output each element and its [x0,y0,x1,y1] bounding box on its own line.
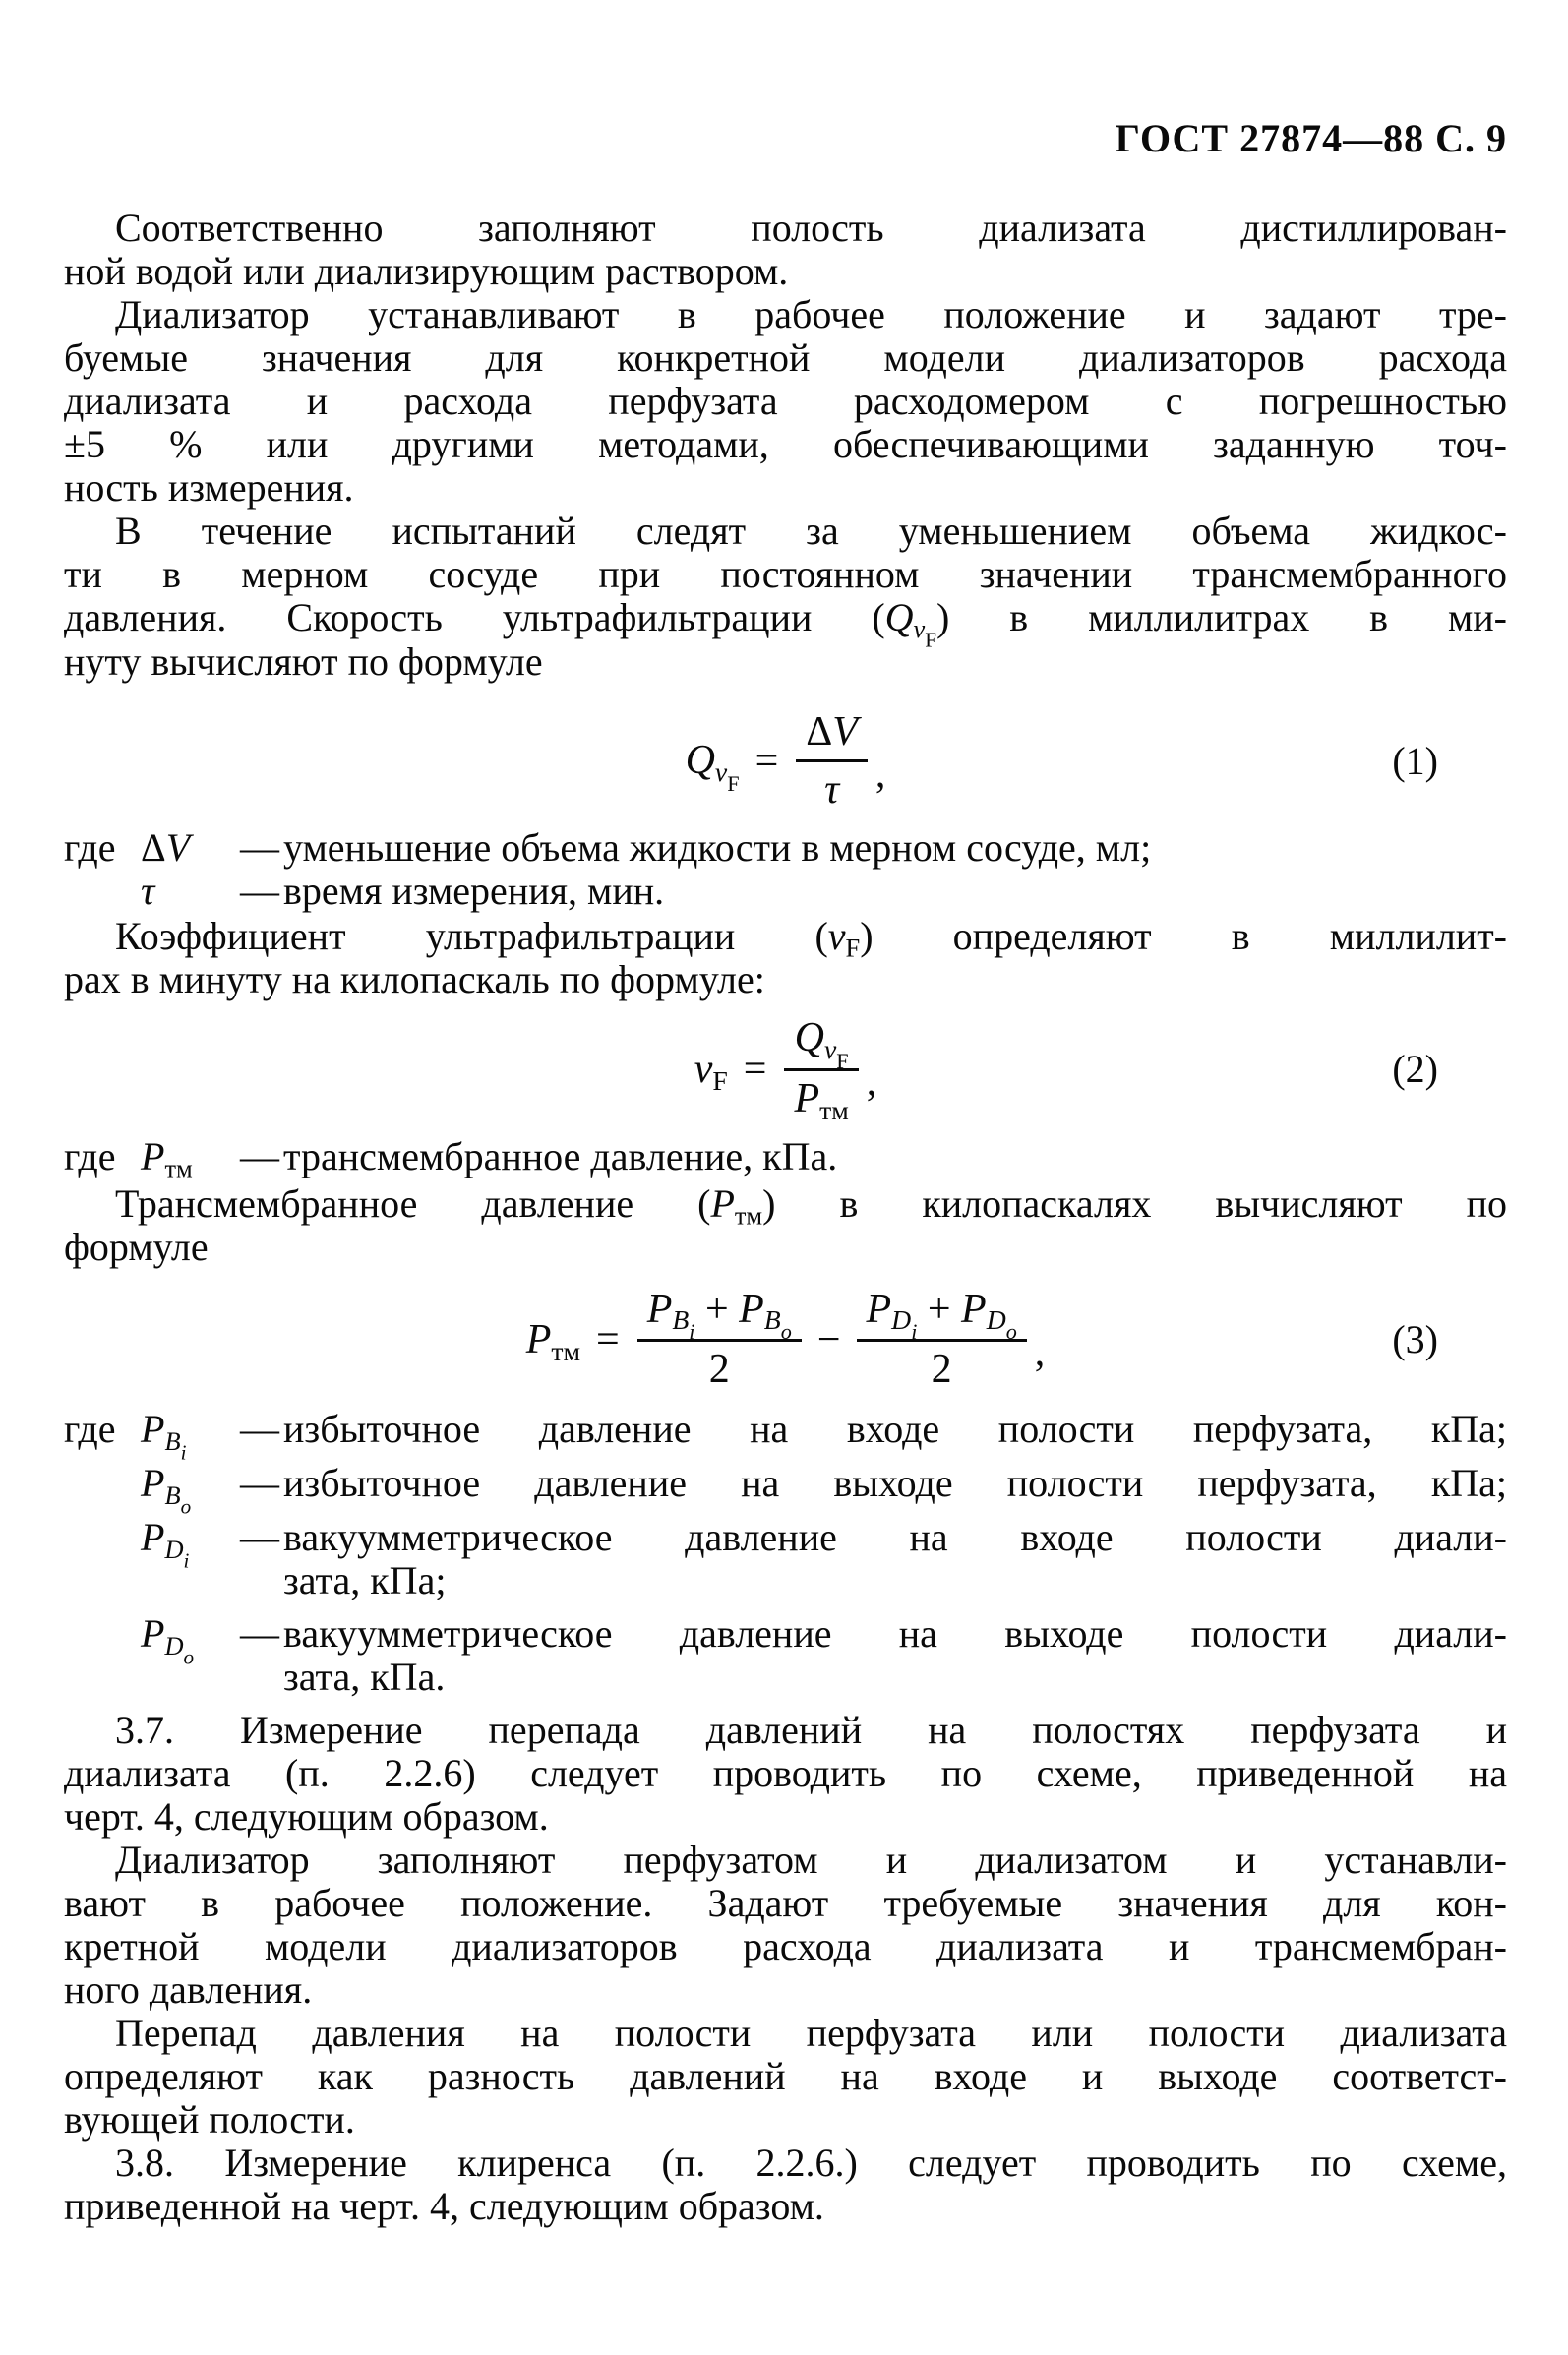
text-line: В течение испытаний следят за уменьшением объема жидкос- [115,509,1507,553]
formula-comma: , [866,1058,877,1105]
paragraph-4 [64,915,1507,1001]
definition-row [64,1133,1507,1182]
definition-term: $P_{D_o}$ [141,1611,195,1668]
definition-dash: — [240,1611,279,1657]
text-line: ность измерения. [64,465,354,510]
minus-sign: − [816,1317,841,1363]
definition-lead-empty [64,1462,141,1506]
definition-text [283,1516,1507,1602]
text-line: Диализатор устанавливают в рабочее положение и задают тре- [115,292,1507,336]
definitions-list-2 [64,1133,1507,1182]
text-line: уменьшение объема жидкости в мерном сосуде, мл; [283,824,1152,870]
fraction-numerator: $P_{B_i} + P_{B_o}$ [646,1286,792,1345]
formula-2-lhs: $v_F$ [694,1046,728,1096]
definition-term: τ [141,868,155,913]
text-line: вают в рабочее положение. Задают требуемые значения для кон- [64,1881,1507,1926]
equation-number-1: (1) [1392,739,1438,784]
definition-term: $P_{D_i}$ [141,1515,190,1572]
definition-term: $P_{B_o}$ [141,1461,192,1519]
formula-1 [64,708,1507,813]
paragraph-8 [64,2012,1507,2142]
text-line: ±5 % или другими методами, обеспечивающими заданную точ- [64,422,1507,466]
formula-comma: , [874,752,886,798]
definition-lead-empty [64,1516,141,1602]
text-line: 3.7. Измерение перепада давлений на полостях перфузата и [115,1708,1507,1753]
formula-3-body [525,1286,1046,1393]
formula-1-body [685,708,886,813]
formula-3-lhs: $P_{тм}$ [525,1317,581,1367]
definition-text [283,870,1507,913]
text-line: ного давления. [64,1967,313,2013]
fraction-denominator: τ [796,759,868,813]
definition-term: $P_{тм}$ [141,1133,193,1182]
definition-lead: где [64,824,116,870]
paragraph-5 [64,1182,1507,1269]
formula-3 [64,1286,1507,1393]
paragraph-3 [64,510,1507,684]
fraction-dialysate [857,1286,1027,1393]
text-line: приведенной на черт. 4, следующим образом. [64,2184,824,2229]
text-line: Трансмембранное давление $(P_{тм})$ в килопаскалях вычисляют по [115,1180,1508,1230]
definition-text [283,1612,1507,1699]
definition-lead-empty [64,1612,141,1699]
text-line: зата, кПа. [283,1655,446,1700]
formula-1-lhs: $Q_{v_F}$ [685,738,740,796]
text-line: Коэффициент ультрафильтрации $(v_F)$ определяют в миллилит- [115,913,1507,963]
formula-2-body [694,1014,877,1125]
fraction [784,1014,858,1125]
text-line: вакуумметрическое давление на выходе полости диали- [283,1611,1507,1657]
fraction-numerator: ΔV [806,708,858,755]
definition-lead: где [64,1407,116,1452]
text-line: черт. 4, следующим образом. [64,1794,549,1840]
text-line: буемые значения для конкретной модели диализаторов расхода [64,335,1507,380]
text-line: давления. Скорость ультрафильтрации $(Q_{v_F})$ в миллилитрах в ми- [64,595,1507,652]
equals-sign: = [743,1046,769,1092]
text-line: вующей полости. [64,2097,355,2143]
text-line: Диализатор заполняют перфузатом и диализатом и устанавли- [115,1838,1507,1883]
text-line: зата, кПа; [283,1558,447,1603]
definition-row [64,1516,1507,1602]
definition-lead: где [64,1133,116,1178]
definition-dash: — [240,1133,279,1178]
text-line: избыточное давление на выходе полости перфузата, кПа; [283,1461,1507,1506]
text-line: ной водой или диализирующим раствором. [64,249,789,293]
definitions-list-1 [64,826,1507,913]
formula-2 [64,1014,1507,1125]
definition-row [64,870,1507,913]
text-line: Перепад давления на полости перфузата или полости диализата [115,2011,1507,2056]
text-line: диализата и расхода перфузата расходомером с погрешностью [64,379,1507,423]
fraction-numerator: $P_{D_i} + P_{D_o}$ [866,1286,1017,1345]
page-header-standard-number: ГОСТ 27874—88 С. 9 [1115,116,1507,160]
definition-term: $P_{B_i}$ [141,1407,187,1465]
definition-dash: — [240,1461,279,1506]
definition-row [64,1407,1507,1465]
definition-text [283,826,1507,870]
text-line: время измерения, мин. [283,868,665,913]
definition-text [283,1408,1507,1452]
definition-lead-empty [64,870,141,913]
definition-dash: — [240,868,279,913]
definition-row [64,1612,1507,1699]
fraction-denominator: 2 [637,1339,802,1392]
definition-dash: — [240,1515,279,1560]
definition-text [283,1135,1507,1178]
text-line: рах в минуту на килопаскаль по формуле: [64,956,765,1001]
text-line: определяют как разность давлений на входе и выходе соответст- [64,2054,1507,2099]
definition-text [283,1462,1507,1506]
text-line: избыточное давление на входе полости перфузата, кПа; [283,1407,1507,1452]
paragraph-2 [64,293,1507,510]
text-line: кретной модели диализаторов расхода диализата и трансмембран- [64,1924,1507,1969]
text-line: формуле [64,1224,209,1269]
text-line: 3.8. Измерение клиренса (п. 2.2.6.) следует проводить по схеме, [115,2141,1507,2186]
equation-number-3: (3) [1392,1317,1438,1362]
paragraph-9 [64,2142,1507,2228]
equation-number-2: (2) [1392,1046,1438,1091]
text-line: диализата (п. 2.2.6) следует проводить по схеме, приведенной на [64,1751,1507,1796]
formula-comma: , [1034,1330,1046,1376]
text-line: Соответственно заполняют полость диализата дистиллирован- [115,206,1507,250]
fraction-perfusate [637,1286,802,1393]
text-line: нуту вычисляют по формуле [64,638,543,684]
paragraph-6 [64,1709,1507,1839]
fraction-denominator: 2 [857,1339,1027,1392]
definitions-list-3 [64,1408,1507,1699]
definition-row [64,1461,1507,1519]
definition-term: ΔV [141,824,191,870]
fraction [796,708,868,813]
text-line: трансмембранное давление, кПа. [283,1133,838,1178]
paragraph-7 [64,1839,1507,2012]
definition-dash: — [240,824,279,870]
fraction-denominator: $P_{тм}$ [784,1068,858,1121]
paragraph-1 [64,207,1507,293]
text-line: ти в мерном сосуде при постоянном значении трансмембранного [64,552,1507,596]
definition-dash: — [240,1407,279,1452]
fraction-numerator: $Q_{v_F}$ [794,1014,849,1073]
text-line: вакуумметрическое давление на входе полости диали- [283,1515,1507,1560]
equals-sign: = [754,739,781,785]
equals-sign: = [596,1317,622,1363]
definition-row [64,826,1507,870]
